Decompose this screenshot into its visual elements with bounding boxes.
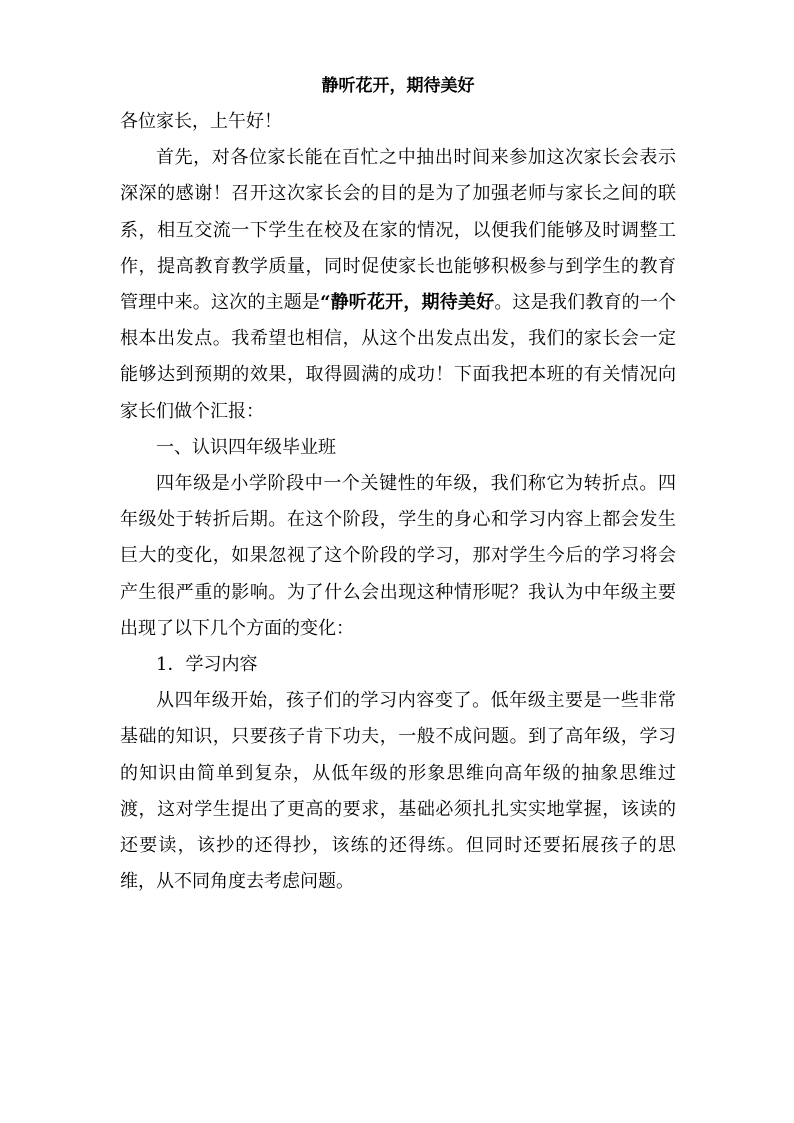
intro-text-part1: 首先，对各位家长能在百忙之中抽出时间来参加这次家长会表示深深的感谢！召开这次家长会的目的是为了加强老师与家长之间的联系，相互交流一下学生在校及在家的情况，以便我们能够及时调整工作，提高教育教学质量，同时促使家长也能够积极参与到学生的教育管理中来。这次的主题是 — [120, 147, 676, 314]
document-title: 静听花开，期待美好 — [321, 76, 475, 96]
subsection-paragraph: 从四年级开始，孩子们的学习内容变了。低年级主要是一些非常基础的知识，只要孩子肯下功夫，一般不成问题。到了高年级，学习的知识由简单到复杂，从低年级的形象思维向高年级的抽象思维过渡，这对学生提出了更高的要求，基础必须扎扎实实地掌握，该读的还要读，该抄的还得抄，该练的还得练。但同时还要拓展孩子的思维，从不同角度去考虑问题。 — [120, 690, 676, 893]
intro-theme-text: “静听花开，期待美好 — [320, 292, 495, 314]
salutation: 各位家长，上午好！ — [120, 111, 282, 132]
document-page — [120, 68, 676, 900]
section-paragraph: 四年级是小学阶段中一个关键性的年级，我们称它为转折点。四年级处于转折后期。在这个阶段，学生的身心和学习内容上都会发生巨大的变化，如果忽视了这个阶段的学习，那对学生今后的学习将会产生很严重的影响。为了什么会出现这种情形呢？我认为中年级主要出现了以下几个方面的变化： — [120, 473, 676, 639]
intro-text-part2: 。这是我们教育的一个根本出发点。我希望也相信，从这个出发点出发，我们的家长会一定能够达到预期的效果，取得圆满的成功！下面我把本班的有关情况向家长们做个汇报： — [120, 292, 677, 422]
subsection-heading: 1．学习内容 — [156, 654, 258, 676]
intro-paragraph — [120, 140, 676, 430]
section-heading: 一、认识四年级毕业班 — [156, 436, 336, 458]
